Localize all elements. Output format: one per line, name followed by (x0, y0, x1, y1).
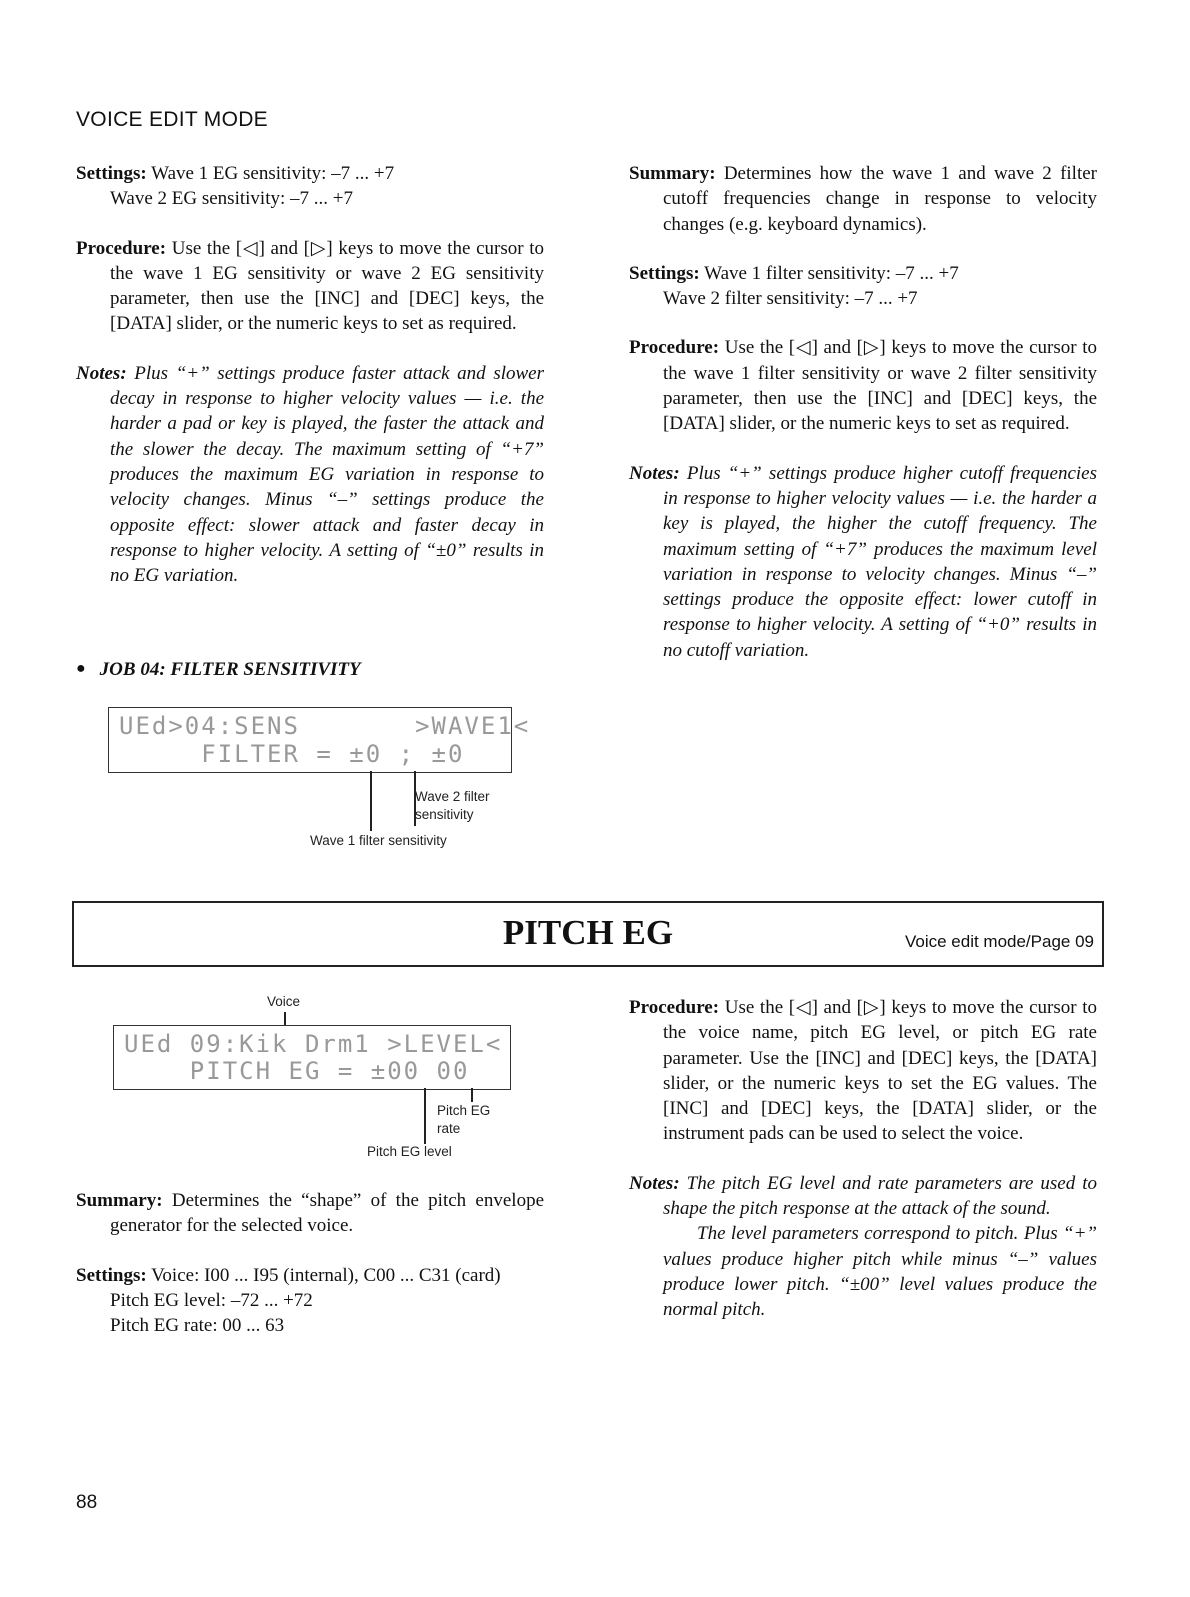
lcd-row-1: UEd 09:Kik Drm1 >LEVEL< (124, 1030, 503, 1058)
summary-text: Determines the “shape” of the pitch envelope generator for the selected voice. (110, 1190, 545, 1237)
callout-wave1-filter: Wave 1 filter sensitivity (310, 833, 447, 848)
settings-block (629, 261, 1097, 312)
section-title: PITCH EG (502, 913, 674, 952)
callout-voice: Voice (267, 994, 301, 1009)
settings-line-1 (76, 161, 544, 186)
summary-block (629, 161, 1097, 237)
lcd-row-1: UEd>04:SENS >WAVE1< (119, 712, 531, 740)
procedure-text: Use the [◁] and [▷] keys to move the cursor to the wave 1 EG sensitivity or wave 2 EG sensitivity parameter, then use the [INC] and [DEC] keys, the [DATA] slider, or the numeric keys to set as required. (110, 237, 545, 335)
settings-label: Settings: (76, 163, 147, 184)
notes-text-2: The level parameters correspond to pitch. Plus “+” values produce higher pitch while minus “–” values produce lower pitch. “±00” level values produce the normal pitch. (663, 1223, 1097, 1321)
procedure-block (76, 236, 544, 337)
notes-label: Notes: (76, 362, 127, 384)
settings-value-1: Wave 1 EG sensitivity: –7 ... +7 (151, 163, 395, 184)
section-subtitle: Voice edit mode/Page 09 (904, 932, 1094, 951)
callout-line-rate (471, 1088, 473, 1102)
settings-line-2: Wave 2 EG sensitivity: –7 ... +7 (110, 188, 353, 210)
job-04-title: JOB 04: FILTER SENSITIVITY (99, 659, 361, 680)
callout-pitch-eg-level: Pitch EG level (367, 1144, 452, 1159)
job-04-heading (76, 659, 361, 681)
callout-line-voice (284, 1012, 286, 1026)
summary-text: Determines how the wave 1 and wave 2 filter cutoff frequencies change in response to velocity changes (e.g. keyboard dynamics). (663, 163, 1097, 235)
settings-line-3: Pitch EG rate: 00 ... 63 (110, 1315, 285, 1337)
summary-label: Summary: (76, 1190, 163, 1211)
lcd-display-pitch-eg (113, 1025, 511, 1090)
summary-label: Summary: (629, 163, 716, 184)
settings-line-1 (629, 261, 1097, 286)
lcd-display-filter (108, 707, 531, 773)
procedure-text: Use the [◁] and [▷] keys to move the cursor to the wave 1 filter sensitivity or wave 2 filter sensitivity parameter, then use the [INC] and [DEC] keys, the [DATA] slider, or the numeric keys to set as required. (663, 337, 1098, 435)
notes-text: Plus “+” settings produce faster attack and slower decay in response to higher velocity values — i.e. the harder a pad or key is played, the faster the attack and the slower the decay. The maximum setting of “+7” produces the maximum EG variation in response to velocity changes. Minus “–” settings produce the opposite effect: slower attack and faster decay in response to higher velocity. A setting of “±0” results in no EG variation. (110, 362, 544, 587)
left-top-column (76, 161, 544, 612)
procedure-text: Use the [◁] and [▷] keys to move the cursor to the voice name, pitch EG level, or pitch EG rate parameter. Use the [INC] and [DEC] keys, the [DATA] slider, or the numeric keys to set the EG values. The [INC] and [DEC] keys, the [DATA] slider, or the instrument pads can be used to select the voice. (663, 997, 1098, 1145)
page-number: 88 (76, 1492, 98, 1513)
notes-text: Plus “+” settings produce higher cutoff frequencies in response to higher velocity values — i.e. the harder a key is played, the higher the cutoff frequency. The maximum setting of “+7” produces the maximum level variation in response to velocity changes. Minus “–” settings produce the opposite effect: lower cutoff in response to higher velocity. A setting of “+0” results in no cutoff variation. (663, 462, 1097, 661)
callout-pitch-eg-rate: Pitch EG rate (437, 1103, 491, 1136)
procedure-label: Procedure: (76, 237, 167, 259)
settings-block (76, 161, 544, 212)
notes-block (76, 361, 544, 589)
settings-value-1: Voice: I00 ... I95 (internal), C00 ... C31 (card) (151, 1264, 501, 1286)
procedure-label: Procedure: (629, 997, 720, 1018)
notes-block (629, 461, 1097, 663)
section-title-box (72, 901, 1104, 967)
lcd-row-2: PITCH EG = ±00 00 (124, 1057, 470, 1085)
left-bottom-column (76, 1188, 544, 1362)
lcd-row-2: FILTER = ±0 ; ±0 (119, 740, 465, 768)
settings-line-1 (76, 1263, 544, 1288)
bullet-icon: ● (76, 660, 86, 677)
settings-block (76, 1263, 544, 1339)
notes-block (629, 1171, 1097, 1222)
settings-value-1: Wave 1 filter sensitivity: –7 ... +7 (704, 262, 959, 284)
notes-label: Notes: (629, 462, 680, 484)
procedure-label: Procedure: (629, 337, 720, 359)
summary-block (76, 1188, 544, 1239)
settings-line-2: Wave 2 filter sensitivity: –7 ... +7 (663, 288, 918, 310)
callout-line-wave1 (370, 771, 372, 831)
notes-paragraph-2 (629, 1221, 1097, 1322)
callout-line-level (424, 1088, 426, 1144)
procedure-block (629, 995, 1097, 1147)
procedure-block (629, 335, 1097, 436)
right-bottom-column (629, 995, 1097, 1323)
section-header: VOICE EDIT MODE (76, 108, 268, 131)
settings-label: Settings: (629, 262, 700, 284)
settings-label: Settings: (76, 1264, 147, 1286)
settings-line-2: Pitch EG level: –72 ... +72 (110, 1289, 313, 1311)
notes-text-1: The pitch EG level and rate parameters are used to shape the pitch response at the attack of the sound. (663, 1172, 1098, 1220)
notes-label: Notes: (629, 1172, 680, 1194)
right-top-column (629, 161, 1097, 687)
callout-wave2-filter: Wave 2 filter sensitivity (415, 789, 490, 822)
